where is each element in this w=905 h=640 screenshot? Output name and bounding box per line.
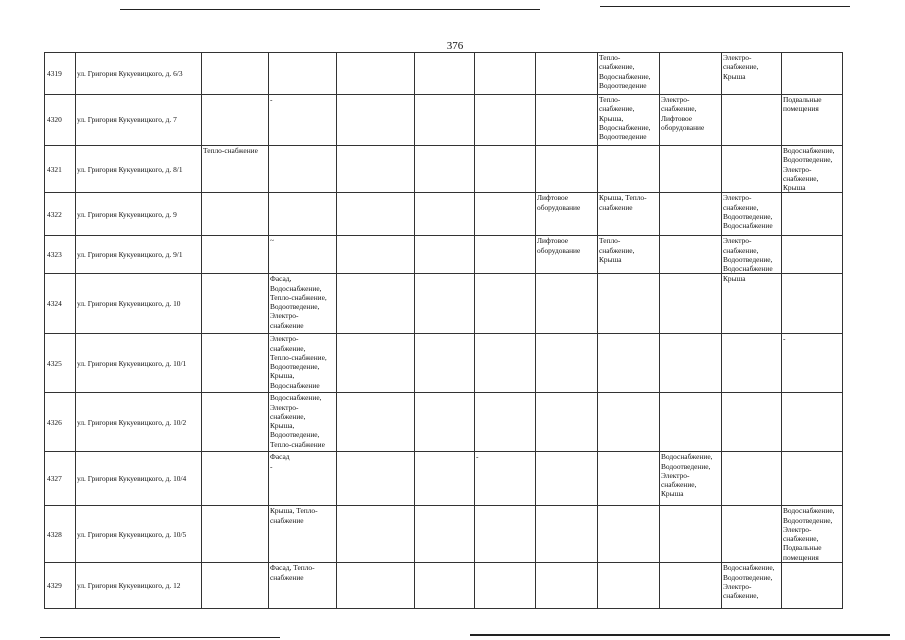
work-cell	[782, 393, 843, 452]
work-item: Водоотведение,	[270, 430, 320, 440]
work-cell	[722, 274, 782, 334]
work-item: Электро-	[270, 402, 299, 412]
work-item: Электро-	[783, 164, 812, 174]
work-item: Водоснабжение,	[270, 393, 322, 403]
row-number: 4328	[45, 506, 76, 563]
row-number: 4326	[45, 393, 76, 452]
work-item: Тепло-снабжение,	[270, 292, 327, 302]
work-item: снабжение,	[270, 411, 306, 421]
row-number: 4320	[45, 95, 76, 146]
work-cell	[598, 146, 660, 193]
work-item: Крыша	[783, 183, 806, 192]
work-item: Фасад, Тепло-	[270, 563, 315, 573]
work-cell	[269, 274, 337, 334]
table-row	[45, 193, 843, 236]
work-cell	[337, 393, 415, 452]
row-number: 4322	[45, 193, 76, 236]
work-item: Водоотведение,	[270, 302, 320, 311]
table-row	[45, 146, 843, 193]
work-item: Крыша	[723, 71, 746, 81]
work-cell	[269, 95, 337, 146]
row-address: ул. Григория Кукуевицкого, д. 10/4	[76, 452, 202, 506]
work-cell	[782, 506, 843, 563]
table-row	[45, 274, 843, 334]
work-item: -	[270, 461, 273, 471]
table-row	[45, 563, 843, 609]
work-item: Крыша, Тепло-	[599, 193, 647, 203]
work-cell	[475, 274, 536, 334]
work-cell	[536, 193, 598, 236]
work-item: Крыша	[723, 274, 746, 284]
work-cell	[722, 146, 782, 193]
work-cell	[536, 95, 598, 146]
work-cell	[660, 146, 722, 193]
work-item: снабжение,	[723, 245, 759, 255]
work-item: Электро-	[723, 236, 752, 246]
work-cell	[782, 95, 843, 146]
work-item: Тепло-	[599, 95, 621, 104]
work-item: оборудование	[661, 122, 705, 132]
work-cell	[269, 393, 337, 452]
work-item: Фасад	[270, 452, 290, 462]
work-item: оборудование	[537, 245, 581, 255]
work-cell	[475, 95, 536, 146]
work-item: Тепло-снабжение	[203, 146, 258, 155]
table-row	[45, 393, 843, 452]
work-item: Лифтовое	[537, 193, 569, 203]
work-cell	[722, 334, 782, 393]
work-item: Подвальные	[783, 95, 822, 104]
work-item: Тепло-снабжение	[270, 439, 325, 449]
work-item: -	[783, 334, 786, 344]
row-number: 4321	[45, 146, 76, 193]
row-number: 4327	[45, 452, 76, 506]
work-item: снабжение,	[723, 591, 759, 600]
work-cell	[269, 452, 337, 506]
work-cell	[475, 393, 536, 452]
work-cell	[722, 53, 782, 95]
work-cell	[415, 274, 475, 334]
work-cell	[269, 563, 337, 609]
work-item: -	[270, 95, 273, 104]
work-cell	[415, 334, 475, 393]
work-cell	[536, 452, 598, 506]
page-number: 376	[446, 40, 464, 52]
work-cell	[475, 53, 536, 95]
work-cell	[202, 95, 269, 146]
work-cell	[269, 236, 337, 274]
work-item: Электро-	[661, 470, 690, 480]
work-cell	[415, 95, 475, 146]
work-cell	[202, 53, 269, 95]
work-cell	[660, 95, 722, 146]
work-cell	[475, 193, 536, 236]
work-item: снабжение,	[599, 62, 635, 72]
work-item: Крыша	[661, 489, 684, 499]
work-item: снабжение,	[599, 245, 635, 255]
work-item: Электро-	[783, 524, 812, 534]
work-cell	[660, 452, 722, 506]
work-cell	[598, 53, 660, 95]
work-cell	[660, 334, 722, 393]
work-item: Электро-	[270, 311, 299, 321]
work-cell	[415, 193, 475, 236]
row-address: ул. Григория Кукуевицкого, д. 7	[76, 95, 202, 146]
work-cell	[598, 193, 660, 236]
work-cell	[202, 236, 269, 274]
work-cell	[475, 506, 536, 563]
work-cell	[722, 95, 782, 146]
work-cell	[415, 506, 475, 563]
work-cell	[269, 53, 337, 95]
work-cell	[782, 274, 843, 334]
work-cell	[722, 563, 782, 609]
work-cell	[415, 393, 475, 452]
work-cell	[337, 274, 415, 334]
work-cell	[722, 193, 782, 236]
work-cell	[660, 563, 722, 609]
work-item: снабжение,	[270, 343, 306, 353]
work-item: снабжение,	[783, 534, 819, 543]
work-cell	[782, 236, 843, 274]
work-item: Водоотведение,	[783, 515, 833, 525]
work-cell	[202, 193, 269, 236]
work-item: Водоотведение,	[783, 155, 833, 165]
row-address: ул. Григория Кукуевицкого, д. 10/2	[76, 393, 202, 452]
work-cell	[536, 563, 598, 609]
row-number: 4324	[45, 274, 76, 334]
work-item: Водоснабжение	[270, 380, 320, 390]
work-cell	[660, 193, 722, 236]
bottom-scan-line-left	[40, 637, 280, 638]
work-cell	[475, 334, 536, 393]
work-cell	[536, 506, 598, 563]
work-cell	[598, 393, 660, 452]
work-item: Водоснабжение	[723, 264, 773, 273]
work-item: Водоснабжение	[723, 221, 773, 230]
work-cell	[202, 563, 269, 609]
work-cell	[269, 146, 337, 193]
work-item: снабжение	[599, 202, 633, 212]
work-item: Водоснабжение,	[783, 506, 835, 516]
work-item: Водоотведение,	[723, 572, 773, 582]
work-item: Фасад,	[270, 274, 292, 284]
work-cell	[536, 53, 598, 95]
work-cell	[337, 563, 415, 609]
work-item: Водоотведение	[599, 132, 647, 141]
work-item: снабжение,	[783, 173, 819, 183]
work-cell	[598, 334, 660, 393]
work-item: Тепло-	[599, 53, 621, 62]
table-row	[45, 53, 843, 95]
work-cell	[202, 506, 269, 563]
work-item: Лифтовое	[661, 113, 693, 123]
work-cell	[202, 146, 269, 193]
row-number: 4325	[45, 334, 76, 393]
work-item: Водоснабжение,	[783, 146, 835, 155]
work-cell	[660, 236, 722, 274]
work-item: помещения	[783, 552, 819, 562]
work-item: Крыша, Тепло-	[270, 506, 318, 516]
row-address: ул. Григория Кукуевицкого, д. 6/3	[76, 53, 202, 95]
work-cell	[536, 274, 598, 334]
work-item: Водоотведение,	[661, 461, 711, 471]
work-cell	[475, 146, 536, 193]
work-cell	[598, 236, 660, 274]
row-address: ул. Григория Кукуевицкого, д. 8/1	[76, 146, 202, 193]
work-cell	[782, 452, 843, 506]
work-cell	[415, 53, 475, 95]
work-cell	[782, 334, 843, 393]
work-item: Тепло-	[599, 236, 621, 246]
work-cell	[536, 393, 598, 452]
work-cell	[722, 506, 782, 563]
work-item: снабжение,	[661, 104, 697, 114]
work-cell	[202, 452, 269, 506]
row-number: 4329	[45, 563, 76, 609]
table-row	[45, 334, 843, 393]
work-cell	[536, 334, 598, 393]
work-item: снабжение,	[723, 202, 759, 212]
table-row	[45, 506, 843, 563]
work-cell	[202, 334, 269, 393]
work-item: Водоснабжение,	[661, 452, 713, 462]
work-cell	[722, 393, 782, 452]
work-cell	[202, 274, 269, 334]
work-item: Водоснабжение,	[270, 283, 322, 293]
work-cell	[415, 236, 475, 274]
work-item: снабжение,	[723, 62, 759, 72]
work-cell	[202, 393, 269, 452]
work-item: Подвальные	[783, 543, 822, 553]
work-cell	[722, 236, 782, 274]
row-address: ул. Григория Кукуевицкого, д. 9/1	[76, 236, 202, 274]
work-cell	[660, 274, 722, 334]
work-cell	[337, 334, 415, 393]
work-cell	[536, 236, 598, 274]
work-item: Электро-	[270, 334, 299, 344]
work-cell	[598, 452, 660, 506]
table-row	[45, 452, 843, 506]
row-number: 4319	[45, 53, 76, 95]
work-item: Водоотведение,	[270, 362, 320, 371]
work-item: помещения	[783, 104, 819, 114]
work-item: -	[476, 452, 479, 462]
table-row	[45, 236, 843, 274]
work-cell	[598, 506, 660, 563]
work-cell	[536, 146, 598, 193]
row-address: ул. Григория Кукуевицкого, д. 9	[76, 193, 202, 236]
registry-table	[44, 52, 843, 609]
work-item: Крыша,	[270, 371, 295, 381]
row-address: ул. Григория Кукуевицкого, д. 10/1	[76, 334, 202, 393]
work-cell	[475, 452, 536, 506]
work-item: снабжение,	[599, 104, 635, 114]
work-cell	[337, 53, 415, 95]
work-cell	[337, 146, 415, 193]
work-item: Водоснабжение,	[723, 563, 775, 573]
work-cell	[782, 563, 843, 609]
work-cell	[269, 506, 337, 563]
work-item: Электро-	[723, 581, 752, 591]
work-item: снабжение	[270, 572, 304, 582]
work-cell	[782, 193, 843, 236]
work-cell	[782, 53, 843, 95]
work-cell	[475, 236, 536, 274]
work-cell	[598, 563, 660, 609]
work-cell	[269, 193, 337, 236]
row-address: ул. Григория Кукуевицкого, д. 12	[76, 563, 202, 609]
work-item: Электро-	[723, 193, 752, 203]
work-item: снабжение	[270, 320, 304, 330]
work-cell	[722, 452, 782, 506]
row-address: ул. Григория Кукуевицкого, д. 10/5	[76, 506, 202, 563]
top-scan-line	[120, 9, 540, 10]
work-cell	[337, 193, 415, 236]
work-cell	[598, 95, 660, 146]
work-cell	[337, 236, 415, 274]
row-number: 4323	[45, 236, 76, 274]
work-cell	[337, 95, 415, 146]
work-item: ~	[270, 236, 274, 246]
work-cell	[415, 452, 475, 506]
work-item: Тепло-снабжение,	[270, 352, 327, 362]
work-item: Электро-	[661, 95, 690, 104]
work-cell	[475, 563, 536, 609]
work-item: оборудование	[537, 202, 581, 212]
work-item: снабжение	[270, 515, 304, 525]
work-cell	[598, 274, 660, 334]
work-item: Крыша,	[270, 421, 295, 430]
work-cell	[269, 334, 337, 393]
top-scan-line-right	[600, 6, 850, 7]
row-address: ул. Григория Кукуевицкого, д. 10	[76, 274, 202, 334]
bottom-scan-line	[470, 634, 890, 636]
work-item: Водоотведение,	[723, 211, 773, 221]
work-cell	[660, 393, 722, 452]
work-item: Крыша,	[599, 113, 624, 123]
work-item: снабжение,	[661, 480, 697, 489]
work-cell	[415, 563, 475, 609]
work-cell	[415, 146, 475, 193]
work-cell	[660, 506, 722, 563]
work-item: Водоотведение,	[723, 254, 773, 264]
work-item: Водоснабжение,	[599, 122, 651, 132]
work-item: Электро-	[723, 53, 752, 62]
work-item: Водоснабжение,	[599, 71, 651, 81]
work-cell	[337, 506, 415, 563]
work-item: Крыша	[599, 254, 622, 264]
work-item: Лифтовое	[537, 236, 569, 246]
work-cell	[337, 452, 415, 506]
work-cell	[660, 53, 722, 95]
table-row	[45, 95, 843, 146]
work-cell	[782, 146, 843, 193]
work-item: Водоотведение	[599, 80, 647, 90]
